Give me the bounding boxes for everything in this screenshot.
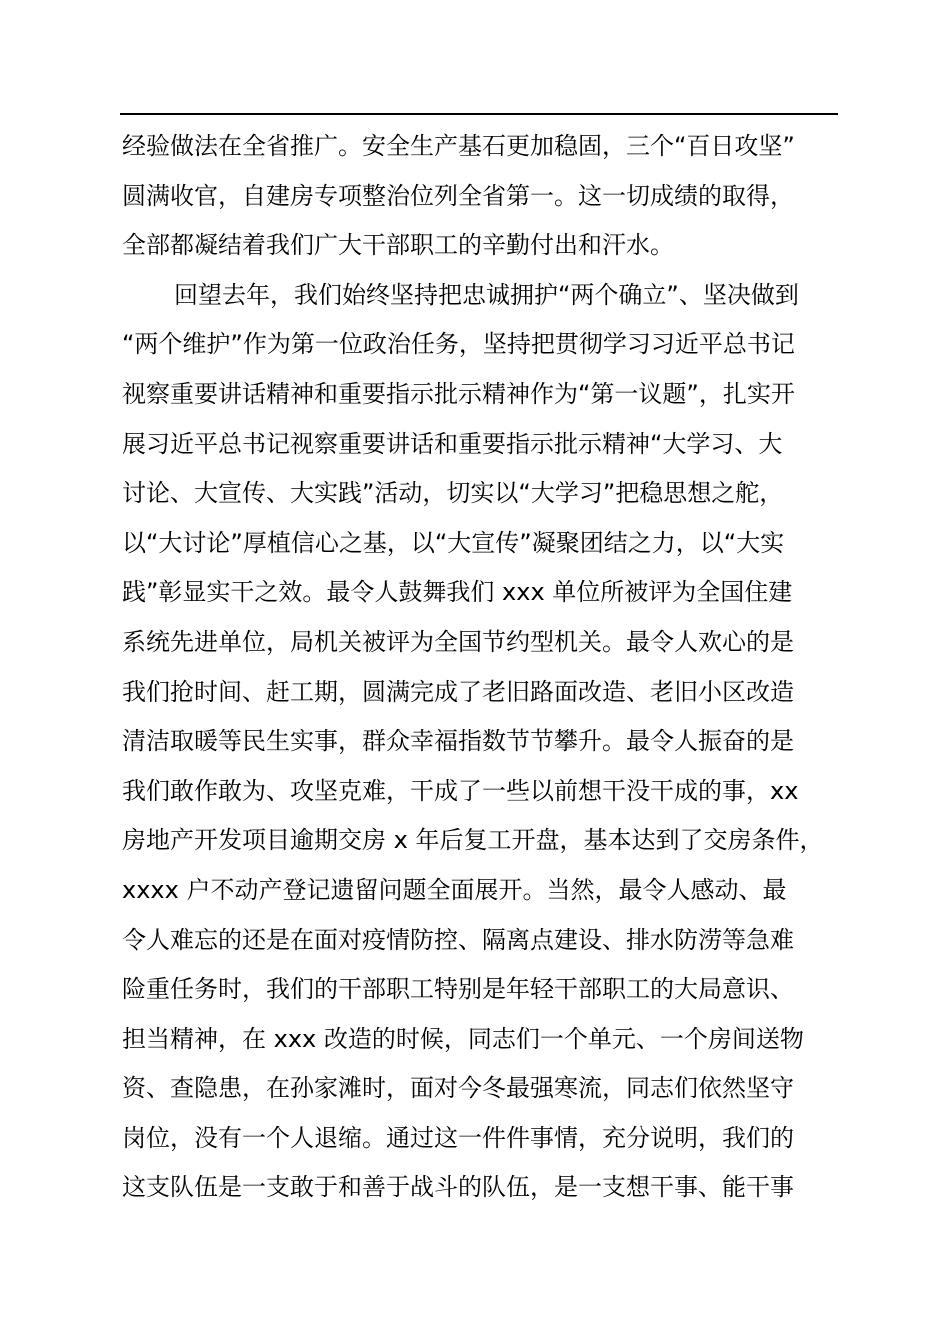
text-line: 我们抢时间、赶工期，圆满完成了老旧路面改造、老旧小区改造 [122,677,794,706]
text-line: 经验做法在全省推广。安全生产基石更加稳固，三个“百日攻坚” [122,132,795,160]
text-line: 担当精神，在 xxx 改造的时候，同志们一个单元、一个房间送物 [122,1024,804,1053]
text-line: 令人难忘的还是在面对疫情防控、隔离点建设、排水防涝等急难 [122,925,794,954]
paragraph-start-line: 回望去年，我们始终坚持把忠诚拥护“两个确立”、坚决做到 [174,280,799,309]
text-line: 视察重要讲话精神和重要指示批示精神作为“第一议题”，扎实开 [122,379,795,408]
text-line: 房地产开发项目逾期交房 x 年后复工开盘，基本达到了交房条件， [122,826,824,855]
text-line: “两个维护”作为第一位政治任务，坚持把贯彻学习习近平总书记 [122,330,795,359]
text-line: 讨论、大宣传、大实践”活动，切实以“大学习”把稳思想之舵， [122,479,784,508]
header-rule [120,113,838,115]
text-line: 全部都凝结着我们广大干部职工的辛勤付出和汗水。 [122,231,674,260]
text-line: xxxx 户不动产登记遗留问题全面展开。当然，最令人感动、最 [122,875,787,904]
body-text [122,122,867,1213]
text-line: 展习近平总书记视察重要讲话和重要指示批示精神“大学习、大 [122,429,783,458]
text-line: 险重任务时，我们的干部职工特别是年轻干部职工的大局意识、 [122,975,794,1004]
text-line: 我们敢作敢为、攻坚克难，干成了一些以前想干没干成的事，xx [122,776,799,805]
text-line: 系统先进单位，局机关被评为全国节约型机关。最令人欢心的是 [122,627,794,656]
text-line: 岗位，没有一个人退缩。通过这一件件事情，充分说明，我们的 [122,1123,794,1152]
text-line: 践”彰显实干之效。最令人鼓舞我们 xxx 单位所被评为全国住建 [122,578,793,607]
text-line: 以“大讨论”厚植信心之基，以“大宣传”凝聚团结之力，以“大实 [122,528,785,557]
text-line: 这支队伍是一支敢于和善于战斗的队伍，是一支想干事、能干事 [122,1173,794,1202]
text-line: 清洁取暖等民生实事，群众幸福指数节节攀升。最令人振奋的是 [122,727,794,756]
text-line: 资、查隐患，在孙家滩时，面对今冬最强寒流，同志们依然坚守 [122,1074,794,1103]
text-line: 圆满收官，自建房专项整治位列全省第一。这一切成绩的取得， [122,181,794,210]
